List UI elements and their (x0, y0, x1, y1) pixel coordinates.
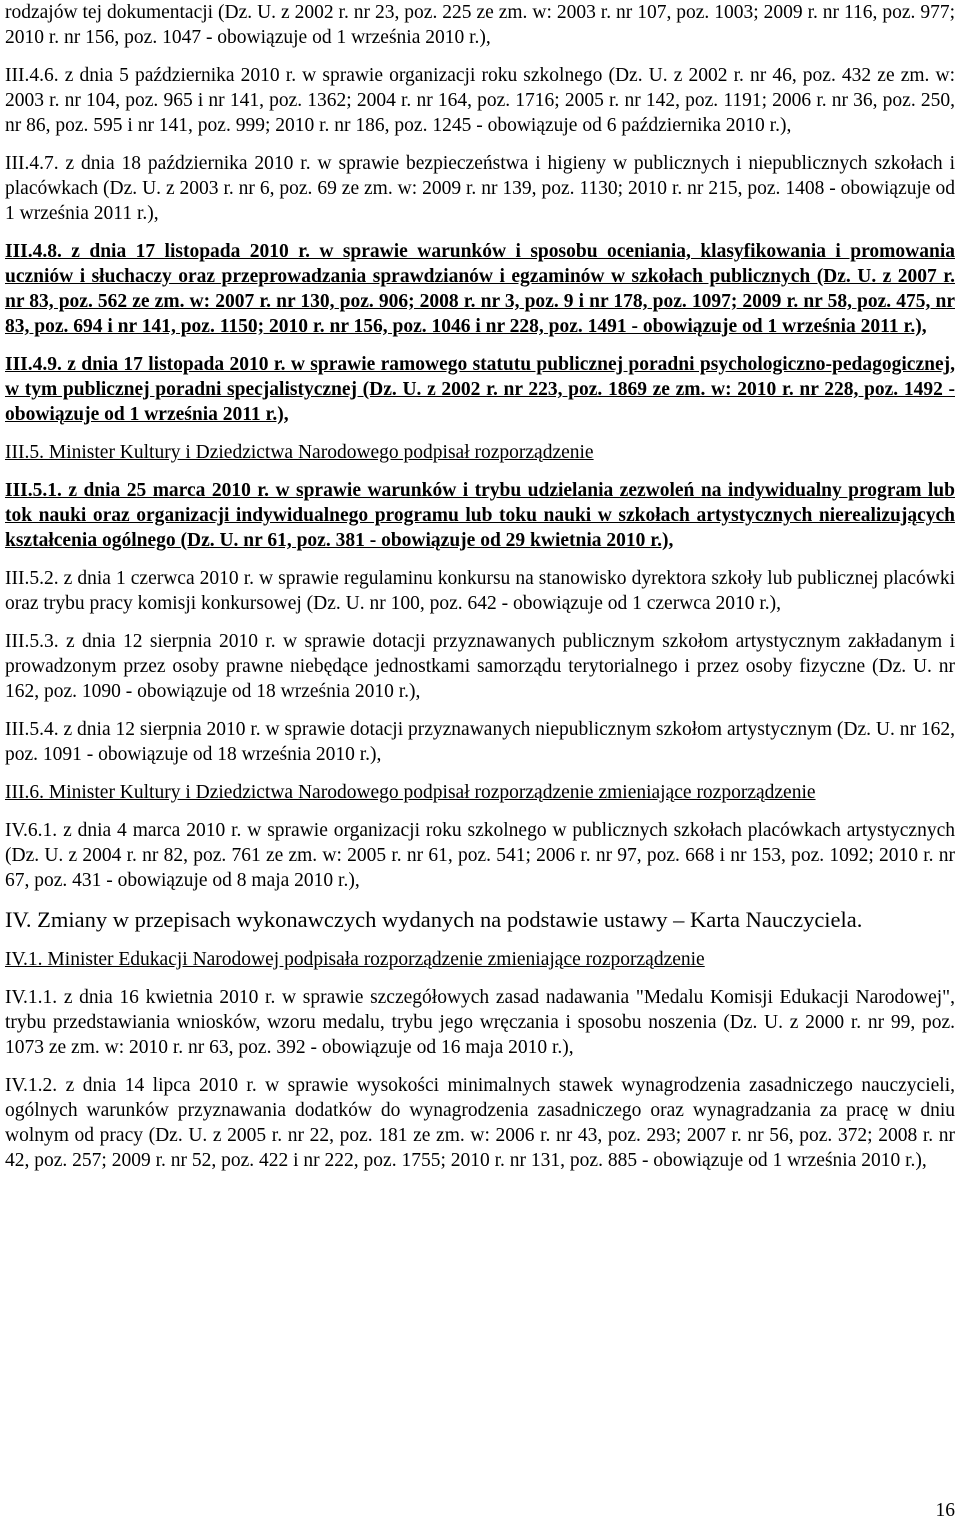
heading-III-5: III.5. Minister Kultury i Dziedzictwa Narodowego podpisał rozporządzenie (5, 442, 594, 463)
paragraph-III-4-8: III.4.8. z dnia 17 listopada 2010 r. w sprawie warunków i sposobu oceniania, klasyfikowania i promowania uczniów i słuchaczy oraz przeprowadzania sprawdzianów i egzaminów w szkołach publicznych (Dz. U. z 2007 r. nr 83, poz. 562 ze zm. w: 2007 r. nr 130, poz. 906; 2008 r. nr 3, poz. 9 i nr 178, poz. 1097; 2009 r. nr 58, poz. 475, nr 83, poz. 694 i nr 141, poz. 1150; 2010 r. nr 156, poz. 1046 i nr 228, poz. 1491 - obowiązuje od 1 września 2011 r.), (5, 241, 955, 337)
heading-III-6: III.6. Minister Kultury i Dziedzictwa Narodowego podpisał rozporządzenie zmieniające rozporządzenie (5, 782, 816, 803)
paragraph-III-5-1: III.5.1. z dnia 25 marca 2010 r. w sprawie warunków i trybu udzielania zezwoleń na indywidualny program lub tok nauki oraz organizacji indywidualnego programu lub toku nauki w szkołach artystycznych nierealizujących kształcenia ogólnego (Dz. U. nr 61, poz. 381 - obowiązuje od 29 kwietnia 2010 r.), (5, 480, 955, 551)
heading-IV: IV. Zmiany w przepisach wykonawczych wydanych na podstawie ustawy – Karta Nauczyciela. (5, 907, 863, 932)
paragraph-III-5-4: III.5.4. z dnia 12 sierpnia 2010 r. w sprawie dotacji przyznawanych niepublicznym szkołom artystycznym (Dz. U. nr 162, poz. 1091 - obowiązuje od 18 września 2010 r.), (5, 719, 955, 765)
paragraph-III-4-9: III.4.9. z dnia 17 listopada 2010 r. w sprawie ramowego statutu publicznej poradni psychologiczno-pedagogicznej, w tym publicznej poradni specjalistycznej (Dz. U. z 2002 r. nr 223, poz. 1869 ze zm. w: 2010 r. nr 228, poz. 1492 - obowiązuje od 1 września 2011 r.), (5, 354, 955, 425)
heading-IV-1: IV.1. Minister Edukacji Narodowej podpisała rozporządzenie zmieniające rozporządzenie (5, 949, 705, 970)
document-body (5, 0, 955, 1173)
paragraph-continuation: rodzajów tej dokumentacji (Dz. U. z 2002 r. nr 23, poz. 225 ze zm. w: 2003 r. nr 107, poz. 1003; 2009 r. nr 116, poz. 977; 2010 r. nr 156, poz. 1047 - obowiązuje od 1 września 2010 r.), (5, 2, 955, 48)
page-number: 16 (935, 1500, 955, 1521)
paragraph-III-4-6: III.4.6. z dnia 5 października 2010 r. w sprawie organizacji roku szkolnego (Dz. U. z 2002 r. nr 46, poz. 432 ze zm. w: 2003 r. nr 104, poz. 965 i nr 141, poz. 1362; 2004 r. nr 164, poz. 1716; 2005 r. nr 142, poz. 1191; 2006 r. nr 36, poz. 250, nr 86, poz. 595 i nr 141, poz. 999; 2010 r. nr 186, poz. 1245 - obowiązuje od 6 października 2010 r.), (5, 65, 955, 136)
paragraph-III-4-7: III.4.7. z dnia 18 października 2010 r. w sprawie bezpieczeństwa i higieny w publicznych i niepublicznych szkołach i placówkach (Dz. U. z 2003 r. nr 6, poz. 69 ze zm. w: 2009 r. nr 139, poz. 1130; 2010 r. nr 215, poz. 1408 - obowiązuje od 1 września 2011 r.), (5, 153, 955, 224)
paragraph-III-5-3: III.5.3. z dnia 12 sierpnia 2010 r. w sprawie dotacji przyznawanych publicznym szkołom artystycznym zakładanym i prowadzonym przez osoby prawne niebędące jednostkami samorządu terytorialnego i przez osoby fizyczne (Dz. U. nr 162, poz. 1090 - obowiązuje od 18 września 2010 r.), (5, 631, 955, 702)
paragraph-IV-6-1: IV.6.1. z dnia 4 marca 2010 r. w sprawie organizacji roku szkolnego w publicznych szkołach placówkach artystycznych (Dz. U. z 2004 r. nr 82, poz. 761 ze zm. w: 2005 r. nr 61, poz. 541; 2006 r. nr 97, poz. 668 i nr 153, poz. 1092; 2010 r. nr 67, poz. 431 - obowiązuje od 8 maja 2010 r.), (5, 820, 955, 891)
paragraph-III-5-2: III.5.2. z dnia 1 czerwca 2010 r. w sprawie regulaminu konkursu na stanowisko dyrektora szkoły lub publicznej placówki oraz trybu pracy komisji konkursowej (Dz. U. nr 100, poz. 642 - obowiązuje od 1 czerwca 2010 r.), (5, 568, 955, 614)
paragraph-IV-1-1: IV.1.1. z dnia 16 kwietnia 2010 r. w sprawie szczegółowych zasad nadawania "Medalu Komisji Edukacji Narodowej", trybu przedstawiania wniosków, wzoru medalu, trybu jego wręczania i sposobu noszenia (Dz. U. z 2000 r. nr 99, poz. 1073 ze zm. w: 2010 r. nr 63, poz. 392 - obowiązuje od 16 maja 2010 r.), (5, 987, 955, 1058)
paragraph-IV-1-2: IV.1.2. z dnia 14 lipca 2010 r. w sprawie wysokości minimalnych stawek wynagrodzenia zasadniczego nauczycieli, ogólnych warunków przyznawania dodatków do wynagrodzenia zasadniczego oraz wynagradzania za pracę w dniu wolnym od pracy (Dz. U. z 2005 r. nr 22, poz. 181 ze zm. w: 2006 r. nr 43, poz. 293; 2007 r. nr 56, poz. 372; 2008 r. nr 42, poz. 257; 2009 r. nr 52, poz. 422 i nr 222, poz. 1755; 2010 r. nr 131, poz. 885 - obowiązuje od 1 września 2010 r.), (5, 1075, 955, 1171)
